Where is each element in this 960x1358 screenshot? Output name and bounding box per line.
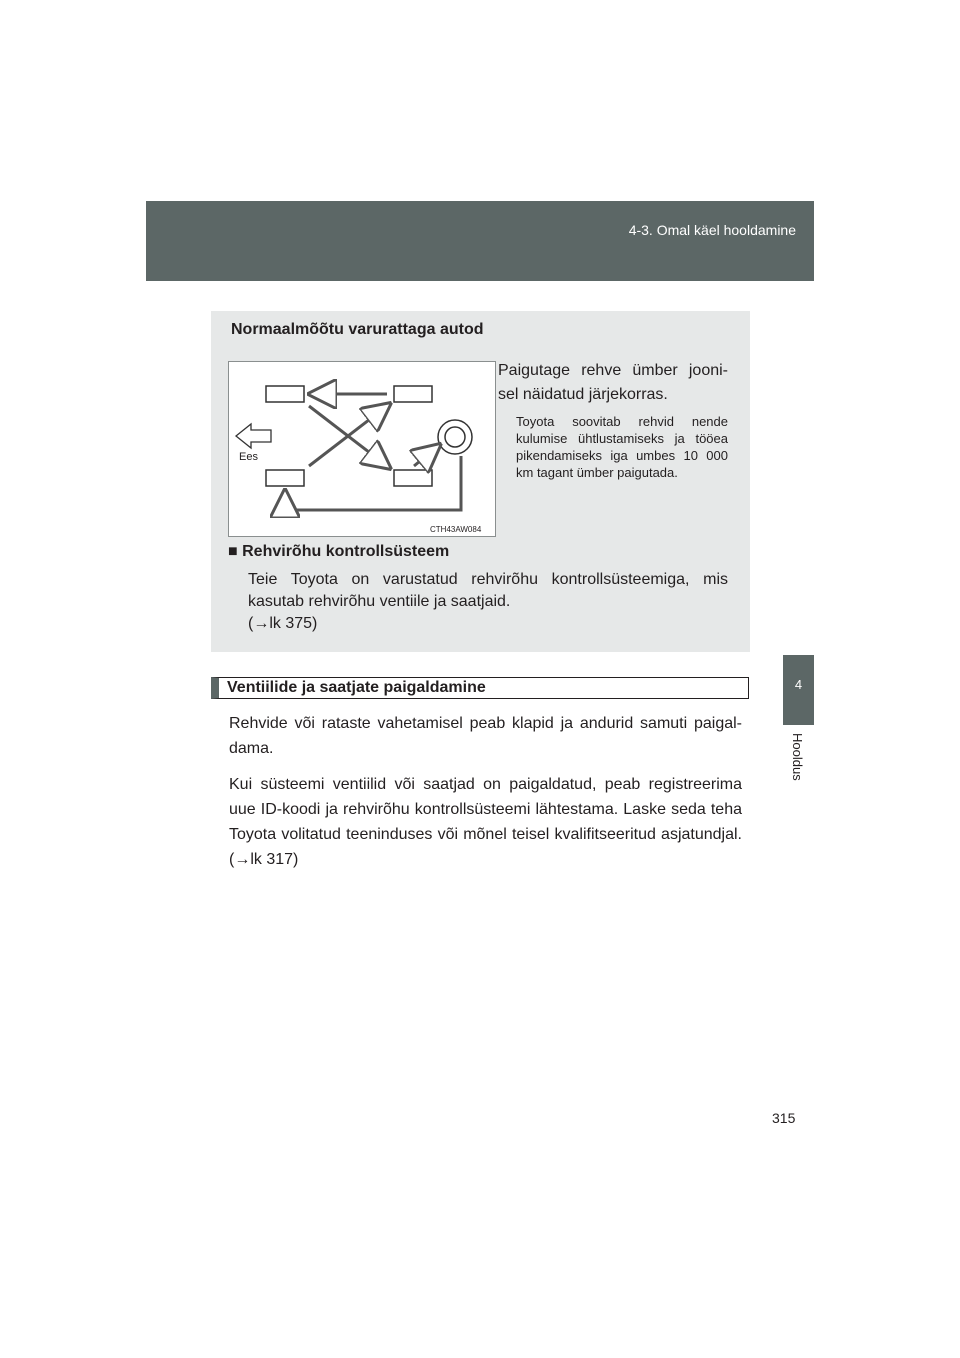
figure-code: CTH43AW084	[430, 525, 482, 534]
rotation-instruction: Paigutage rehve ümber jooni-sel näidatud järjekorras.	[498, 362, 728, 403]
spare-tire-hub	[445, 427, 465, 447]
header-section-title: 4-3. Omal käel hooldamine	[628, 222, 796, 238]
tpms-heading-text: Rehvirõhu kontrollsüsteem	[242, 543, 450, 560]
tpms-heading	[228, 543, 449, 561]
page-number: 315	[772, 1110, 796, 1126]
tire-rear-right	[394, 470, 432, 486]
tire-front-left	[266, 386, 304, 402]
section-body	[229, 711, 742, 883]
info-box	[211, 311, 750, 652]
body-paragraph-1: Rehvide või rataste vahetamisel peab klapid ja andurid samuti paigal-dama.	[229, 715, 742, 757]
tpms-page-ref: (→lk 375)	[248, 615, 318, 632]
front-label: Ees	[239, 451, 258, 463]
tire-rotation-diagram	[228, 361, 496, 537]
arrow-rr-to-spare	[414, 447, 437, 466]
tpms-body-text: Teie Toyota on varustatud rehvirõhu kontrollsüsteemiga, mis kasutab rehvirõhu ventiile ja saatjaid.	[248, 571, 728, 610]
tire-rear-left	[266, 470, 304, 486]
header-band	[146, 201, 814, 281]
tpms-description	[248, 569, 728, 635]
chapter-label: Hooldus	[790, 733, 805, 781]
body-paragraph-2: Kui süsteemi ventiilid või saatjad on paigaldatud, peab registreerima uue ID-koodi ja rehvirõhu kontrollsüsteemi lähtestama. Laske seda teha Toyota volitatud teeninduses või mõnel teisel kvalifitseeritud asjatundjal. (→lk 317)	[229, 776, 742, 868]
front-direction-arrow-icon	[236, 424, 271, 448]
info-box-title: Normaalmõõtu varurattaga autod	[231, 321, 484, 338]
tire-front-right	[394, 386, 432, 402]
tire-rotation-figure	[229, 362, 495, 536]
chapter-number: 4	[794, 677, 803, 692]
rotation-note: Toyota soovitab rehvid nende kulumise ühtlustamiseks ja tööea pikendamiseks iga umbes 10 000 km tagant ümber paigutada.	[516, 414, 728, 480]
bullet-marker: ■	[228, 543, 238, 560]
chapter-tab	[783, 655, 814, 725]
section-heading: Ventiilide ja saatjate paigaldamine	[211, 677, 749, 699]
